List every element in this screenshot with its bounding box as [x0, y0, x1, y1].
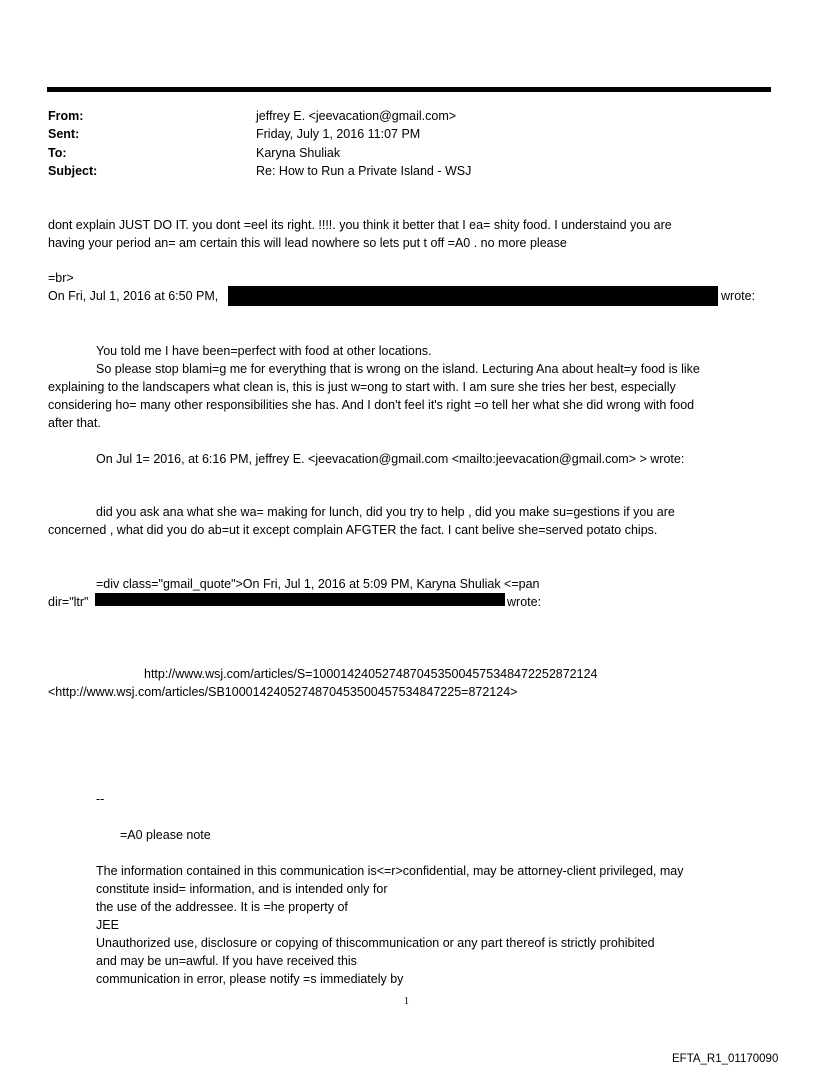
quote2-line-1: did you ask ana what she wa= making for lunch, did you try to help , did you make su=gestions if you are: [96, 505, 675, 519]
notice-line-6: and may be un=awful. If you have received this: [96, 954, 357, 968]
notice-line-4: JEE: [96, 918, 119, 932]
quote1-wrote: wrote:: [721, 289, 756, 303]
notice-line-7: communication in error, please notify =s immediately by: [96, 972, 404, 986]
redaction-bar: [228, 286, 718, 306]
quote1-line-2: So please stop blami=g me for everything that is wrong on the island. Lecturing Ana about healt=y food is like: [96, 362, 700, 376]
quote3-line-2-start: dir="ltr": [48, 595, 89, 609]
quote1-line-5: after that.: [48, 416, 101, 430]
subject-value: Re: How to Run a Private Island - WSJ: [256, 164, 472, 178]
signature-note: =A0 please note: [120, 828, 211, 842]
to-value: Karyna Shuliak: [256, 146, 341, 160]
from-label: From:: [48, 109, 84, 123]
reply-line-1: dont explain JUST DO IT. you dont =eel its right. !!!!. you think it better that I ea= shity food. I understaind you are: [48, 218, 672, 232]
subject-label: Subject:: [48, 164, 98, 178]
sent-value: Friday, July 1, 2016 11:07 PM: [256, 127, 421, 141]
signature-dash: --: [96, 792, 105, 806]
quote1-line-4: considering ho= many other responsibilities she has. And I don't feel it's right =o tell her what she did wrong with food: [48, 398, 695, 412]
redaction-bar: [95, 593, 505, 606]
document-id: EFTA_R1_01170090: [672, 1053, 779, 1065]
article-url-line-2[interactable]: <http://www.wsj.com/articles/SB10001424052748704535004575348472​25=872124>: [48, 685, 518, 699]
reply-line-2: having your period an= am certain this will lead nowhere so lets put t off =A0 . no more please: [48, 236, 567, 250]
header-rule: [47, 87, 771, 92]
from-value: jeffrey E. <jeevacation@gmail.com>: [256, 109, 457, 123]
quote2-line-2: concerned , what did you do ab=ut it except complain AFGTER the fact. I cant belive she=served potato chips.: [48, 523, 658, 537]
notice-line-5: Unauthorized use, disclosure or copying of thiscommunication or any part thereof is strictly prohibited: [96, 936, 655, 950]
sent-label: Sent:: [48, 127, 80, 141]
quote2-intro: On Jul 1= 2016, at 6:16 PM, jeffrey E. <jeevacation@gmail.com <mailto:jeevacation@gmail.com> > wrote:: [96, 452, 685, 466]
notice-line-3: the use of the addressee. It is =he property of: [96, 900, 348, 914]
quote3-line-2-end: wrote:: [507, 595, 542, 609]
article-url-line-1[interactable]: http://www.wsj.com/articles/S=10001424052748704535004575348472252872124: [144, 667, 598, 681]
quote1-line-1: You told me I have been=perfect with food at other locations.: [96, 344, 432, 358]
notice-line-2: constitute insid= information, and is intended only for: [96, 882, 388, 896]
to-label: To:: [48, 146, 67, 160]
quote3-line-1: =div class="gmail_quote">On Fri, Jul 1, 2016 at 5:09 PM, Karyna Shuliak <=pan: [96, 577, 540, 591]
quote1-intro: On Fri, Jul 1, 2016 at 6:50 PM,: [48, 289, 219, 303]
page-number: 1: [404, 996, 409, 1007]
br-tag-line: =br>: [48, 271, 74, 285]
notice-line-1: The information contained in this communication is<=r>confidential, may be attorney-client privileged, may: [96, 864, 684, 878]
quote1-line-3: explaining to the landscapers what clean is, this is just w=ong to start with. I am sure she tries her best, especially: [48, 380, 676, 394]
